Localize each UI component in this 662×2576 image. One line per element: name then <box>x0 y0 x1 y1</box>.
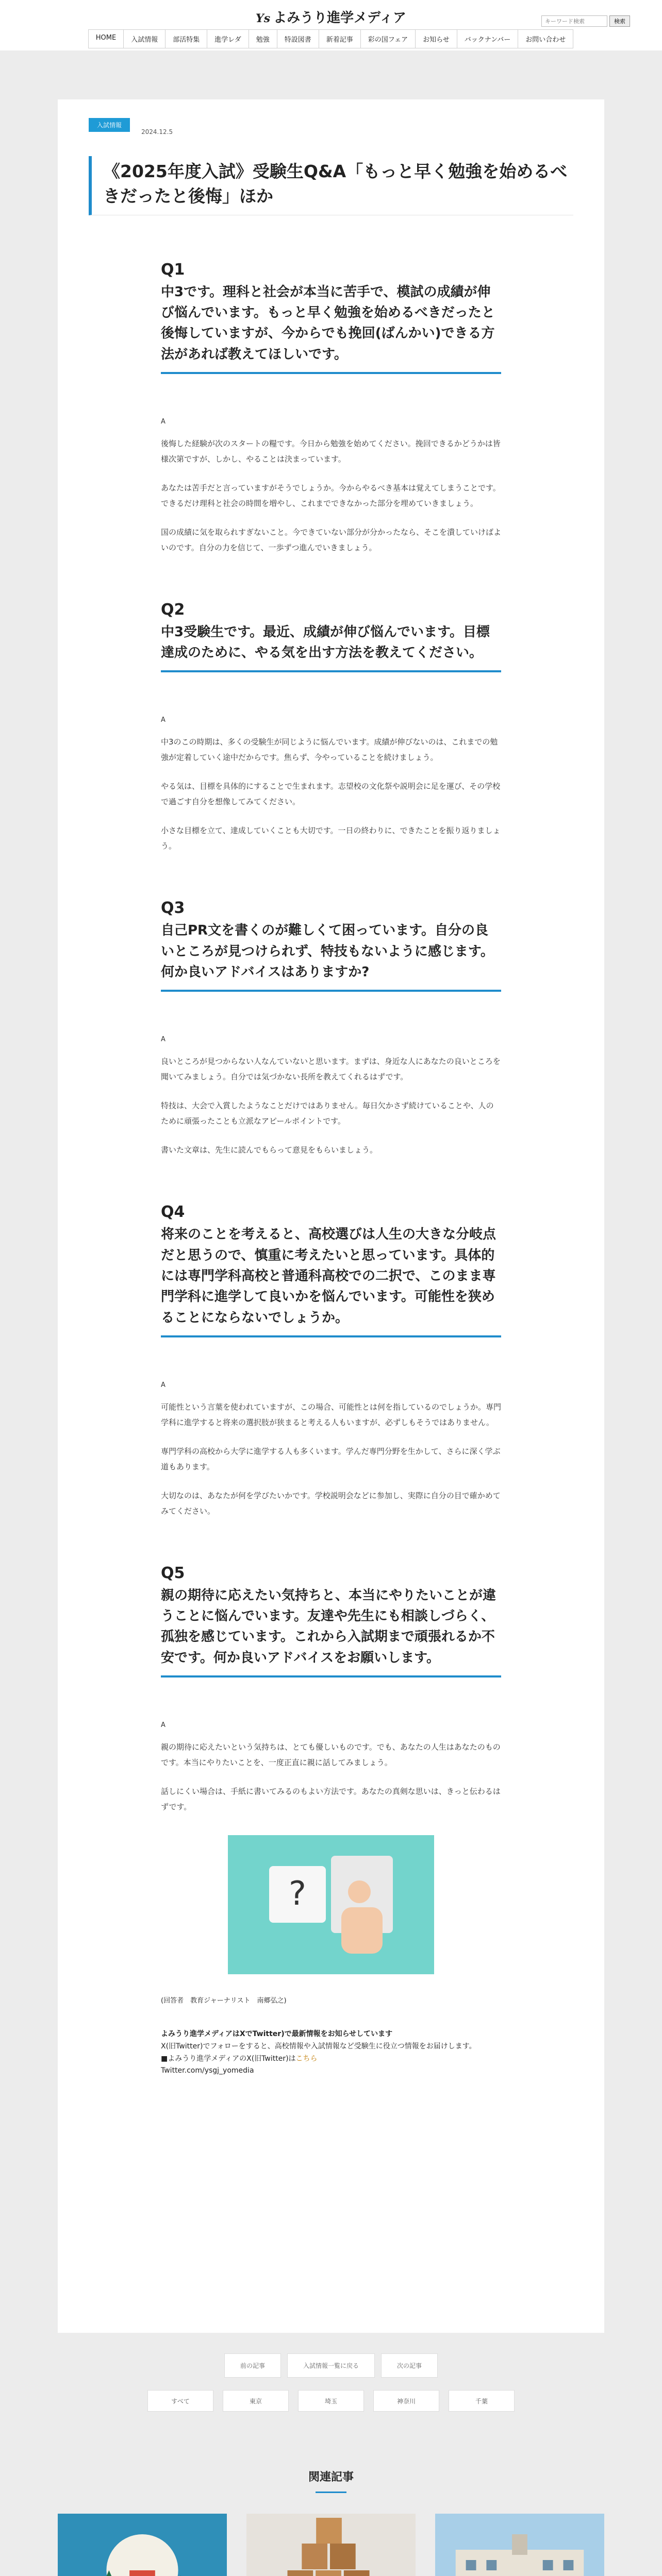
nav-item[interactable]: お知らせ <box>415 29 457 48</box>
global-nav <box>0 27 662 50</box>
question-text: 中3受験生です。最近、成績が伸び悩んでいます。目標達成のために、やる気を出す方法を教えてください。 <box>161 622 501 673</box>
question-number: Q4 <box>161 1203 185 1222</box>
answer-paragraph: 専門学科の高校から大学に進学する人も多くいます。学んだ専門分野を生かして、さらに深く学ぶ道もあります。 <box>161 1446 501 1471</box>
article <box>58 99 604 2333</box>
answer-paragraph: 大切なのは、あなたが何を学びたいかです。学校説明会などに参加し、実際に自分の目で確かめてみてください。 <box>161 1490 501 1516</box>
related-grid <box>58 2514 604 2576</box>
notice-handle[interactable]: Twitter.com/ysgj_yomedia <box>161 2066 254 2075</box>
region-saitama[interactable]: 埼玉 <box>298 2390 364 2412</box>
answerer-caption: (回答者 教育ジャーナリスト 南郷弘之) <box>161 1997 287 2005</box>
answer-paragraph: 親の期待に応えたいという気持ちは、とても優しいものです。でも、あなたの人生はあなたのものです。本当にやりたいことを、一度正直に親に話してみましょう。 <box>161 1742 501 1768</box>
answer-label: A <box>161 1721 166 1730</box>
region-tokyo[interactable]: 東京 <box>223 2390 289 2412</box>
related-card[interactable] <box>58 2514 227 2576</box>
related-thumbnail[interactable] <box>246 2514 416 2576</box>
back-to-list-link[interactable]: 入試情報一覧に戻る <box>287 2353 375 2378</box>
question-number: Q2 <box>161 600 185 619</box>
related-card[interactable] <box>435 2514 604 2576</box>
nav-item[interactable]: 部活特集 <box>165 29 207 48</box>
search-input[interactable] <box>541 15 607 27</box>
logo-mark: Ys <box>255 12 271 25</box>
answer-paragraph: 可能性という言葉を使われていますが、この場合、可能性とは何を指しているのでしょうか。専門学科に進学すると将来の選択肢が狭まると考える人もいますが、必ずしもそうではありません。 <box>161 1402 502 1427</box>
question-number: Q5 <box>161 1564 185 1582</box>
answer-block <box>161 1033 501 1158</box>
related-thumbnail[interactable] <box>58 2514 227 2576</box>
next-article-link[interactable]: 次の記事 <box>381 2353 438 2378</box>
nav-item[interactable]: 勉強 <box>249 29 277 48</box>
answer-label: A <box>161 1036 166 1044</box>
answer-paragraph: 小さな目標を立て、達成していくことも大切です。一日の終わりに、できたことを振り返りましょう。 <box>161 826 501 851</box>
answer-paragraph: やる気は、目標を具体的にすることで生まれます。志望校の文化祭や説明会に足を運び、その学校で過ごす自分を想像してみてください。 <box>161 782 501 807</box>
qa-section <box>161 1564 501 1815</box>
nav-item[interactable]: お問い合わせ <box>518 29 573 48</box>
answer-paragraph: 話しにくい場合は、手紙に書いてみるのもよい方法です。あなたの真剣な思いは、きっと伝わるはずです。 <box>161 1787 501 1812</box>
qa-section <box>161 1203 501 1518</box>
notice-title: よみうり進学メディアはXでTwitter)で最新情報をお知らせしています <box>161 2030 393 2039</box>
nav-item[interactable]: 新着記事 <box>319 29 361 48</box>
logo-text: よみうり進学メディア <box>273 10 406 26</box>
answer-paragraph: 後悔した経験が次のスタートの糧です。今日から勉強を始めてください。挽回できるかどうかは皆様次第ですが、しかし、やることは決まっています。 <box>161 438 501 464</box>
answer-block <box>161 1719 501 1815</box>
region-all[interactable]: すべて <box>147 2390 213 2412</box>
nav-item[interactable]: 入試情報 <box>123 29 166 48</box>
question-number: Q3 <box>161 899 185 918</box>
search-form <box>541 15 630 27</box>
question-text: 中3です。理科と社会が本当に苦手で、模試の成績が伸び悩んでいます。もっと早く勉強を始めるべきだったと後悔していますが、今からでも挽回(ばんかい)できる方法があれば教えてほしいです。 <box>161 282 501 374</box>
answer-label: A <box>161 1381 166 1389</box>
region-filter <box>58 2390 604 2412</box>
answer-paragraph: 書いた文章は、先生に読んでもらって意見をもらいましょう。 <box>161 1145 378 1155</box>
answer-block <box>161 714 501 854</box>
qa-section <box>161 899 501 1158</box>
answer-paragraph: 特技は、大会で入賞したようなことだけではありません。毎日欠かさず続けていることや、人のために頑張ったことも立派なアピールポイントです。 <box>161 1101 494 1126</box>
related-card[interactable] <box>246 2514 416 2576</box>
qa-section <box>161 261 501 555</box>
x-notice <box>161 2028 501 2077</box>
category-tag[interactable]: 入試情報 <box>89 118 130 132</box>
region-chiba[interactable]: 千葉 <box>449 2390 515 2412</box>
question-text: 自己PR文を書くのが難しくて困っています。自分の良いところが見つけられず、特技もないように感じます。何か良いアドバイスはありますか? <box>161 920 501 992</box>
puzzle-hand-image <box>228 1835 434 1974</box>
question-text: 将来のことを考えると、高校選びは人生の大きな分岐点だと思うので、慎重に考えたいと思っています。具体的には専門学科高校と普通科高校での二択で、このまま専門学科に進学して良いかを悩んでいます。可能性を狭めることにならないでしょうか。 <box>161 1224 501 1337</box>
notice-line: ■よみうり進学メディアのX(旧Twitter)は <box>161 2054 296 2063</box>
nav-item[interactable]: 彩の国フェア <box>360 29 416 48</box>
question-number: Q1 <box>161 260 185 279</box>
answer-paragraph: 国の成績に気を取られすぎないこと。今できていない部分が分かったなら、そこを潰していけばよいのです。自分の力を信じて、一歩ずつ進んでいきましょう。 <box>161 527 502 552</box>
x-link[interactable]: こちら <box>295 2054 318 2063</box>
answer-label: A <box>161 417 166 426</box>
nav-item[interactable]: 特設図書 <box>277 29 319 48</box>
answer-label: A <box>161 716 166 724</box>
article-date: 2024.12.5 <box>141 128 173 135</box>
answer-block <box>161 415 501 555</box>
site-header <box>0 0 662 27</box>
search-button[interactable]: 検索 <box>609 15 630 27</box>
article-title: 《2025年度入試》受験生Q&A「もっと早く勉強を始めるべきだったと後悔」ほか <box>103 161 568 206</box>
nav-item[interactable]: 進学レダ <box>207 29 249 48</box>
related-thumbnail[interactable] <box>435 2514 604 2576</box>
qa-section <box>161 601 501 854</box>
answer-paragraph: 良いところが見つからない人なんていないと思います。まずは、身近な人にあなたの良いところを聞いてみましょう。自分では気づかない長所を教えてくれるはずです。 <box>161 1057 501 1082</box>
nav-item[interactable]: バックナンバー <box>457 29 518 48</box>
related-title: 関連記事 <box>0 2468 662 2493</box>
question-text: 親の期待に応えたい気持ちと、本当にやりたいことが違うことに悩んでいます。友達や先生にも相談しづらく、孤独を感じています。これから入試期まで頑張れるか不安です。何か良いアドバイスをお願いします。 <box>161 1585 501 1677</box>
region-kanagawa[interactable]: 神奈川 <box>373 2390 439 2412</box>
pager <box>58 2353 604 2378</box>
answer-block <box>161 1379 501 1519</box>
nav-item[interactable]: HOME <box>88 29 124 48</box>
prev-article-link[interactable]: 前の記事 <box>224 2353 281 2378</box>
svg-text:?: ? <box>289 1875 306 1913</box>
answer-paragraph: あなたは苦手だと言っていますがそうでしょうか。今からやるべき基本は覚えてしまうことです。できるだけ理科と社会の時間を増やし、これまでできなかった部分を埋めていきましょう。 <box>161 483 501 508</box>
answer-paragraph: 中3のこの時期は、多くの受験生が同じように悩んでいます。成績が伸びないのは、これまでの勉強が定着していく途中だからです。焦らず、今やっていることを続けましょう。 <box>161 737 498 762</box>
notice-line: X(旧Twitter)でフォローをすると、高校情報や入試情報など受験生に役立つ情報をお届けします。 <box>161 2042 476 2050</box>
